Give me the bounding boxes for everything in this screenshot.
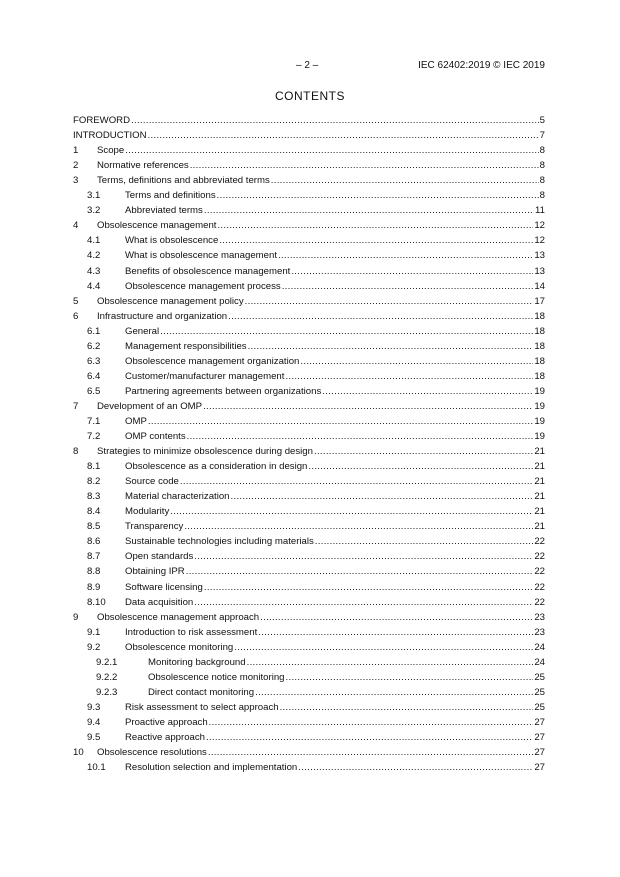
toc-entry[interactable] — [73, 216, 545, 231]
toc-dot-leader — [291, 266, 533, 277]
toc-entry-label: Resolution selection and implementation — [125, 762, 298, 774]
toc-dot-leader — [258, 627, 533, 638]
toc-entry-page: 19 — [534, 415, 545, 427]
toc-dot-leader — [245, 296, 534, 307]
toc-entry-page: 23 — [534, 611, 545, 623]
toc-entry[interactable] — [73, 126, 545, 141]
toc-entry-page: 8 — [539, 190, 545, 202]
toc-dot-leader — [271, 175, 539, 186]
toc-entry-label: Strategies to minimize obsolescence during design — [97, 446, 313, 458]
toc-entry-number: 3 — [73, 175, 79, 187]
toc-entry-number: 8 — [73, 446, 79, 458]
toc-dot-leader — [315, 536, 534, 547]
toc-dot-leader — [206, 732, 533, 743]
toc-entry-label: Source code — [125, 476, 179, 488]
toc-dot-leader — [314, 446, 533, 457]
toc-entry-number: 9.2.1 — [96, 656, 118, 668]
toc-entry-number: 8.9 — [87, 581, 101, 593]
toc-dot-leader — [148, 130, 539, 141]
toc-entry-number: 4 — [73, 220, 79, 232]
toc-entry-label: Introduction to risk assessment — [125, 626, 258, 638]
toc-entry-number: 8.6 — [87, 536, 101, 548]
toc-entry-page: 18 — [534, 310, 545, 322]
toc-entry-label: Obsolescence notice monitoring — [148, 671, 285, 683]
toc-dot-leader — [190, 160, 539, 171]
toc-entry-label: Proactive approach — [125, 716, 208, 728]
toc-entry-number: 8.5 — [87, 521, 101, 533]
toc-entry-page: 11 — [535, 205, 545, 217]
table-of-contents — [73, 111, 545, 773]
toc-entry-number: 4.2 — [87, 250, 101, 262]
toc-entry-page: 22 — [534, 536, 545, 548]
toc-dot-leader — [170, 506, 533, 517]
toc-entry-label: Terms, definitions and abbreviated terms — [97, 175, 270, 187]
toc-dot-leader — [278, 250, 533, 261]
toc-dot-leader — [187, 431, 534, 442]
toc-entry-label: Obsolescence management — [97, 220, 217, 232]
toc-entry[interactable] — [73, 668, 545, 683]
toc-entry-label: FOREWORD — [73, 115, 131, 127]
toc-entry-page: 27 — [534, 731, 545, 743]
toc-entry-page: 13 — [534, 250, 545, 262]
toc-entry-number: 6 — [73, 310, 79, 322]
toc-dot-leader — [209, 717, 534, 728]
toc-entry-label: Abbreviated terms — [125, 205, 203, 217]
toc-entry-number: 6.1 — [87, 325, 101, 337]
toc-entry[interactable] — [73, 698, 545, 713]
toc-entry-label: Obsolescence management approach — [97, 611, 260, 623]
toc-entry-page: 7 — [539, 130, 545, 142]
toc-entry-label: Obsolescence management organization — [125, 355, 300, 367]
toc-entry-number: 6.5 — [87, 385, 101, 397]
page-title: CONTENTS — [275, 89, 345, 103]
toc-dot-leader — [247, 657, 534, 668]
toc-entry[interactable] — [73, 577, 545, 592]
toc-dot-leader — [300, 356, 533, 367]
page-number: – 2 – — [296, 60, 319, 71]
toc-dot-leader — [308, 461, 533, 472]
toc-entry-number: 7.1 — [87, 415, 101, 427]
toc-entry-label: Sustainable technologies including materials — [125, 536, 314, 548]
standard-reference: IEC 62402:2019 © IEC 2019 — [418, 60, 545, 71]
toc-entry[interactable] — [73, 517, 545, 532]
toc-dot-leader — [184, 521, 533, 532]
toc-entry-page: 22 — [534, 566, 545, 578]
toc-entry[interactable] — [73, 532, 545, 547]
toc-entry-page: 8 — [539, 175, 545, 187]
toc-entry-number: 7 — [73, 400, 79, 412]
toc-entry-number: 8.1 — [87, 461, 101, 473]
toc-entry-page: 19 — [534, 431, 545, 443]
toc-entry-number: 1 — [73, 145, 79, 157]
toc-dot-leader — [217, 220, 533, 231]
toc-entry-label: Open standards — [125, 551, 194, 563]
toc-entry[interactable] — [73, 156, 545, 171]
toc-entry[interactable] — [73, 547, 545, 562]
toc-entry-page: 21 — [534, 506, 545, 518]
toc-entry[interactable] — [73, 292, 545, 307]
toc-entry-label: Transparency — [125, 521, 184, 533]
toc-entry[interactable] — [73, 713, 545, 728]
toc-entry-page: 27 — [534, 747, 545, 759]
toc-entry-number: 7.2 — [87, 431, 101, 443]
toc-entry-number: 8.8 — [87, 566, 101, 578]
toc-entry[interactable] — [73, 427, 545, 442]
toc-entry[interactable] — [73, 442, 545, 457]
toc-entry-number: 10.1 — [87, 762, 106, 774]
toc-entry[interactable] — [73, 487, 545, 502]
toc-entry[interactable] — [73, 322, 545, 337]
toc-entry[interactable] — [73, 638, 545, 653]
toc-entry-number: 6.2 — [87, 340, 101, 352]
toc-entry-number: 4.1 — [87, 235, 101, 247]
toc-entry-number: 9 — [73, 611, 79, 623]
toc-entry[interactable] — [73, 653, 545, 668]
toc-dot-leader — [217, 190, 539, 201]
toc-entry[interactable] — [73, 201, 545, 216]
toc-entry-page: 12 — [534, 220, 545, 232]
toc-entry-page: 5 — [539, 115, 545, 127]
toc-entry-number: 8.10 — [87, 596, 106, 608]
toc-entry-number: 2 — [73, 160, 79, 172]
toc-entry-number: 4.3 — [87, 265, 101, 277]
toc-entry-page: 22 — [534, 596, 545, 608]
toc-entry-page: 19 — [534, 400, 545, 412]
toc-dot-leader — [219, 235, 533, 246]
toc-entry-label: Infrastructure and organization — [97, 310, 228, 322]
toc-entry-label: Reactive approach — [125, 731, 205, 743]
toc-dot-leader — [194, 551, 533, 562]
toc-dot-leader — [203, 401, 533, 412]
toc-dot-leader — [186, 566, 534, 577]
toc-dot-leader — [194, 597, 533, 608]
toc-entry-page: 27 — [534, 716, 545, 728]
toc-entry[interactable] — [73, 608, 545, 623]
toc-dot-leader — [204, 582, 533, 593]
toc-dot-leader — [148, 416, 533, 427]
toc-entry-page: 22 — [534, 551, 545, 563]
toc-entry[interactable] — [73, 367, 545, 382]
toc-entry-page: 21 — [534, 446, 545, 458]
toc-entry-number: 3.2 — [87, 205, 101, 217]
toc-entry[interactable] — [73, 307, 545, 322]
toc-entry[interactable] — [73, 593, 545, 608]
toc-dot-leader — [286, 672, 534, 683]
toc-entry-number: 9.3 — [87, 701, 101, 713]
toc-entry-label: Material characterization — [125, 491, 230, 503]
toc-entry[interactable] — [73, 457, 545, 472]
toc-entry-page: 18 — [534, 370, 545, 382]
toc-entry-page: 21 — [534, 461, 545, 473]
toc-entry[interactable] — [73, 186, 545, 201]
toc-entry-page: 12 — [534, 235, 545, 247]
toc-entry-label: What is obsolescence management — [125, 250, 277, 262]
toc-entry-page: 24 — [534, 641, 545, 653]
toc-entry-label: Benefits of obsolescence management — [125, 265, 291, 277]
toc-entry-number: 8.7 — [87, 551, 101, 563]
toc-dot-leader — [125, 145, 538, 156]
toc-entry-label: Software licensing — [125, 581, 203, 593]
toc-entry-number: 9.4 — [87, 716, 101, 728]
toc-dot-leader — [180, 476, 533, 487]
toc-entry-page: 23 — [534, 626, 545, 638]
toc-entry-label: OMP contents — [125, 431, 186, 443]
toc-entry-number: 9.2 — [87, 641, 101, 653]
toc-dot-leader — [282, 281, 534, 292]
toc-entry[interactable] — [73, 171, 545, 186]
toc-entry-page: 25 — [534, 671, 545, 683]
toc-entry-label: Obtaining IPR — [125, 566, 185, 578]
toc-entry-page: 21 — [534, 521, 545, 533]
toc-dot-leader — [231, 491, 534, 502]
toc-dot-leader — [131, 115, 539, 126]
toc-entry-number: 9.5 — [87, 731, 101, 743]
toc-entry-page: 27 — [534, 762, 545, 774]
toc-entry[interactable] — [73, 728, 545, 743]
toc-entry-number: 8.2 — [87, 476, 101, 488]
toc-entry-label: Scope — [97, 145, 125, 157]
toc-entry-page: 8 — [539, 160, 545, 172]
toc-entry-number: 10 — [73, 747, 84, 759]
toc-entry[interactable] — [73, 397, 545, 412]
toc-entry-number: 5 — [73, 295, 79, 307]
toc-entry-label: Partnering agreements between organizations — [125, 385, 322, 397]
toc-dot-leader — [280, 702, 534, 713]
toc-dot-leader — [204, 205, 534, 216]
toc-dot-leader — [228, 311, 533, 322]
toc-entry-number: 6.3 — [87, 355, 101, 367]
toc-entry-page: 18 — [534, 355, 545, 367]
toc-entry[interactable] — [73, 337, 545, 352]
toc-entry-number: 9.2.3 — [96, 686, 118, 698]
toc-entry-label: Risk assessment to select approach — [125, 701, 279, 713]
toc-entry[interactable] — [73, 277, 545, 292]
toc-dot-leader — [260, 612, 533, 623]
toc-entry-number: 8.3 — [87, 491, 101, 503]
toc-entry-number: 9.2.2 — [96, 671, 118, 683]
toc-entry-number: 3.1 — [87, 190, 101, 202]
toc-entry-label: Obsolescence management policy — [97, 295, 244, 307]
toc-entry-page: 21 — [534, 491, 545, 503]
toc-entry-page: 14 — [534, 280, 545, 292]
toc-dot-leader — [255, 687, 533, 698]
toc-dot-leader — [208, 747, 533, 758]
toc-entry-label: Management responsibilities — [125, 340, 247, 352]
toc-dot-leader — [160, 326, 533, 337]
toc-entry-page: 19 — [534, 385, 545, 397]
toc-entry-label: Normative references — [97, 160, 189, 172]
toc-entry-label: Direct contact monitoring — [148, 686, 255, 698]
toc-dot-leader — [322, 386, 533, 397]
toc-entry-label: Obsolescence as a consideration in design — [125, 461, 308, 473]
toc-entry-label: Data acquisition — [125, 596, 194, 608]
toc-entry[interactable] — [73, 683, 545, 698]
toc-entry-label: General — [125, 325, 160, 337]
toc-entry-label: Modularity — [125, 506, 170, 518]
toc-entry-page: 13 — [534, 265, 545, 277]
toc-entry-number: 6.4 — [87, 370, 101, 382]
toc-entry[interactable] — [73, 502, 545, 517]
toc-entry[interactable] — [73, 246, 545, 261]
toc-entry-page: 18 — [534, 340, 545, 352]
toc-entry-label: Obsolescence monitoring — [125, 641, 234, 653]
toc-entry[interactable] — [73, 261, 545, 276]
toc-entry[interactable] — [73, 758, 545, 773]
toc-dot-leader — [248, 341, 534, 352]
toc-entry-page: 25 — [534, 701, 545, 713]
toc-entry[interactable] — [73, 141, 545, 156]
toc-entry-page: 18 — [534, 325, 545, 337]
toc-entry-label: INTRODUCTION — [73, 130, 147, 142]
toc-entry-number: 4.4 — [87, 280, 101, 292]
toc-entry-label: What is obsolescence — [125, 235, 219, 247]
toc-entry-page: 17 — [534, 295, 545, 307]
toc-entry-label: Customer/manufacturer management — [125, 370, 285, 382]
toc-entry[interactable] — [73, 352, 545, 367]
toc-dot-leader — [234, 642, 533, 653]
toc-entry-label: Terms and definitions — [125, 190, 216, 202]
toc-entry[interactable] — [73, 623, 545, 638]
toc-entry-page: 8 — [539, 145, 545, 157]
toc-entry[interactable] — [73, 472, 545, 487]
toc-entry-number: 9.1 — [87, 626, 101, 638]
toc-entry-label: Obsolescence resolutions — [97, 747, 207, 759]
toc-entry-page: 22 — [534, 581, 545, 593]
toc-entry[interactable] — [73, 562, 545, 577]
toc-entry-label: OMP — [125, 415, 147, 427]
toc-dot-leader — [285, 371, 533, 382]
toc-entry[interactable] — [73, 412, 545, 427]
toc-entry-page: 24 — [534, 656, 545, 668]
toc-dot-leader — [298, 762, 533, 773]
toc-entry-label: Monitoring background — [148, 656, 246, 668]
toc-entry[interactable] — [73, 382, 545, 397]
toc-entry-label: Development of an OMP — [97, 400, 203, 412]
toc-entry[interactable] — [73, 231, 545, 246]
toc-entry-page: 25 — [534, 686, 545, 698]
toc-entry[interactable] — [73, 111, 545, 126]
toc-entry-number: 8.4 — [87, 506, 101, 518]
toc-entry-page: 21 — [534, 476, 545, 488]
toc-entry-label: Obsolescence management process — [125, 280, 281, 292]
toc-entry[interactable] — [73, 743, 545, 758]
